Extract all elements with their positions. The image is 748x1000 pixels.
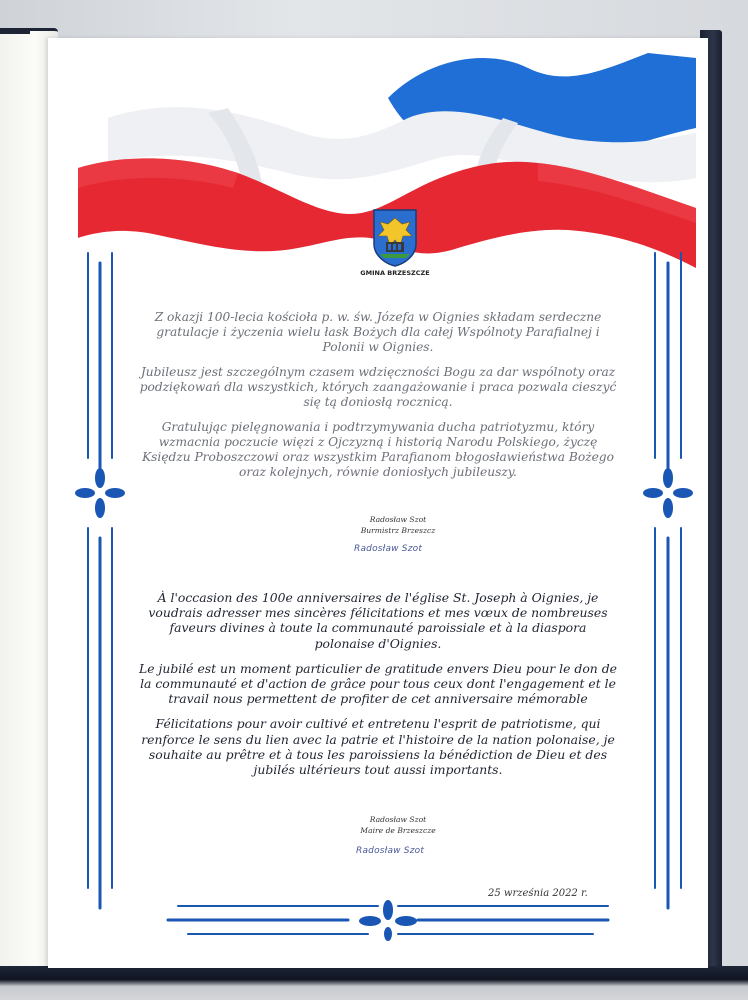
polish-paragraph-2: Jubileusz jest szczególnym czasem wdzięczności Bogu za dar wspólnoty oraz podziękowań dla wszystkich, których zaangażowanie i praca pozwala cieszyć się tą doniosłą rocznicą. — [139, 365, 617, 409]
letter-date: 25 września 2022 r. — [488, 888, 588, 899]
polish-signature-block — [288, 514, 508, 536]
folder-bottom-edge — [0, 966, 748, 1000]
french-handwritten-signature: Radosław Szot — [356, 846, 425, 856]
french-letter-body — [138, 590, 618, 787]
emblem-label: GMINA BRZESZCZE — [360, 269, 430, 277]
polish-paragraph-3: Gratulując pielęgnowania i podtrzymywania ducha patriotyzmu, który wzmacnia poczucie więzi z Ojczyzną i historią Narodu Polskiego, życzę Księdzu Proboszczowi oraz wszystkim Parafianom błogosławieństwa Bożego oraz kolejnych, równie doniosłych jubileuszy. — [142, 420, 614, 479]
french-paragraph-2: Le jubilé est un moment particulier de gratitude envers Dieu pour le don de la communauté et d'action de grâce pour tous ceux dont l'engagement et le travail nous permettent de profiter de cet anniversaire mémorable — [139, 660, 617, 707]
polish-paragraph-1: Z okazji 100-lecia kościoła p. w. św. Józefa w Oignies składam serdeczne gratulacje i życzenia wielu łask Bożych dla całej Wspólnoty Parafialnej i Polonii w Oignies. — [154, 310, 602, 354]
polish-handwritten-signature: Radosław Szot — [354, 544, 423, 554]
right-flower-ornament — [643, 468, 693, 518]
french-signature-block — [288, 814, 508, 836]
polish-signer-name: Radosław Szot — [369, 515, 427, 524]
left-flower-ornament — [75, 468, 125, 518]
letter-page — [48, 38, 708, 968]
french-signer-title: Maire de Brzeszcze — [360, 826, 436, 835]
french-paragraph-3: Félicitations pour avoir cultivé et entretenu l'esprit de patriotisme, qui renforce le sens du lien avec la patrie et l'histoire de la nation polonaise, je souhaite au prêtre et à tous les paroissiens la bénédiction de Dieu et des jubilés ultérieurs tout aussi importants. — [141, 716, 615, 778]
polish-signer-title: Burmistrz Brzeszcz — [360, 526, 436, 535]
french-paragraph-1: À l'occasion des 100e anniversaires de l'église St. Joseph à Oignies, je voudrais adresser mes sincères félicitations et mes vœux de nombreuses faveurs divines à toute la communauté paroissiale et à la diaspora polonaise d'Oignies. — [148, 590, 608, 651]
polish-letter-body — [138, 310, 618, 490]
french-signer-name: Radosław Szot — [369, 815, 427, 824]
